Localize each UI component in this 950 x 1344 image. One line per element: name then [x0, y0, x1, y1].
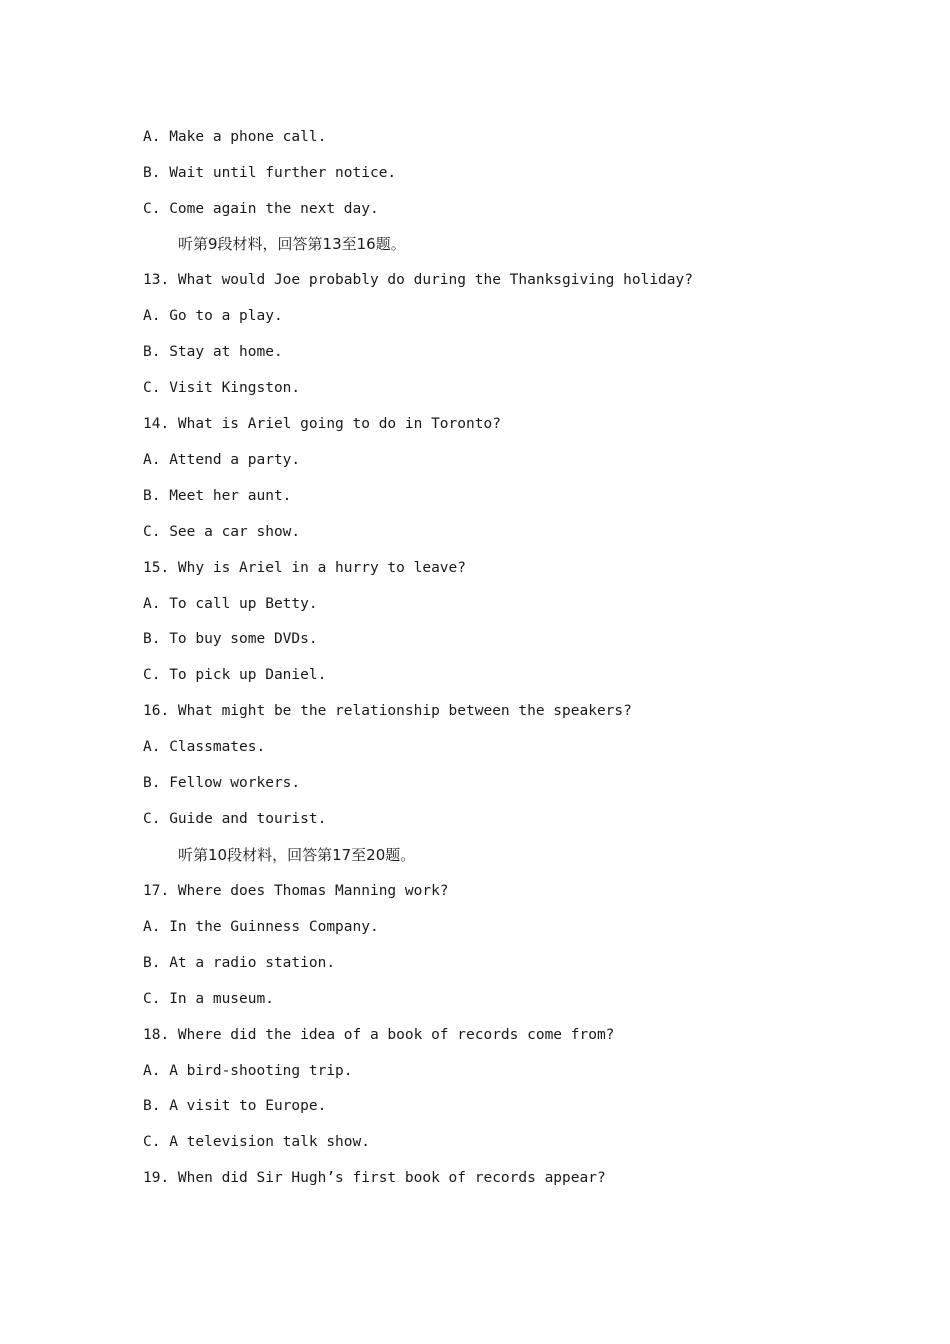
- option-a: A. Go to a play.: [143, 308, 283, 324]
- option-a: A. A bird-shooting trip.: [143, 1063, 353, 1079]
- option-c: C. A television talk show.: [143, 1134, 370, 1150]
- question-19: 19. When did Sir Hugh’s first book of records appear?: [143, 1170, 606, 1186]
- section-instruction: 听第9段材料，回答第13至16题。: [178, 235, 406, 253]
- question-13: 13. What would Joe probably do during the Thanksgiving holiday?: [143, 272, 693, 288]
- question-17: 17. Where does Thomas Manning work?: [143, 883, 449, 899]
- option-b: B. A visit to Europe.: [143, 1098, 327, 1114]
- option-b: B. Wait until further notice.: [143, 165, 397, 181]
- question-15: 15. Why is Ariel in a hurry to leave?: [143, 560, 467, 576]
- option-c: C. Come again the next day.: [143, 201, 379, 217]
- option-b: B. To buy some DVDs.: [143, 631, 318, 647]
- option-a: A. Attend a party.: [143, 452, 301, 468]
- option-b: B. At a radio station.: [143, 955, 336, 971]
- option-c: C. Visit Kingston.: [143, 380, 301, 396]
- option-b: B. Meet her aunt.: [143, 488, 292, 504]
- question-18: 18. Where did the idea of a book of records come from?: [143, 1027, 615, 1043]
- question-16: 16. What might be the relationship between the speakers?: [143, 703, 632, 719]
- option-a: A. To call up Betty.: [143, 596, 318, 612]
- option-a: A. Classmates.: [143, 739, 266, 755]
- option-b: B. Fellow workers.: [143, 775, 301, 791]
- option-c: C. In a museum.: [143, 991, 274, 1007]
- option-a: A. Make a phone call.: [143, 129, 327, 145]
- option-c: C. Guide and tourist.: [143, 811, 327, 827]
- option-a: A. In the Guinness Company.: [143, 919, 379, 935]
- option-c: C. See a car show.: [143, 524, 301, 540]
- question-14: 14. What is Ariel going to do in Toronto?: [143, 416, 501, 432]
- section-instruction: 听第10段材料，回答第17至20题。: [178, 846, 416, 864]
- option-b: B. Stay at home.: [143, 344, 283, 360]
- option-c: C. To pick up Daniel.: [143, 667, 327, 683]
